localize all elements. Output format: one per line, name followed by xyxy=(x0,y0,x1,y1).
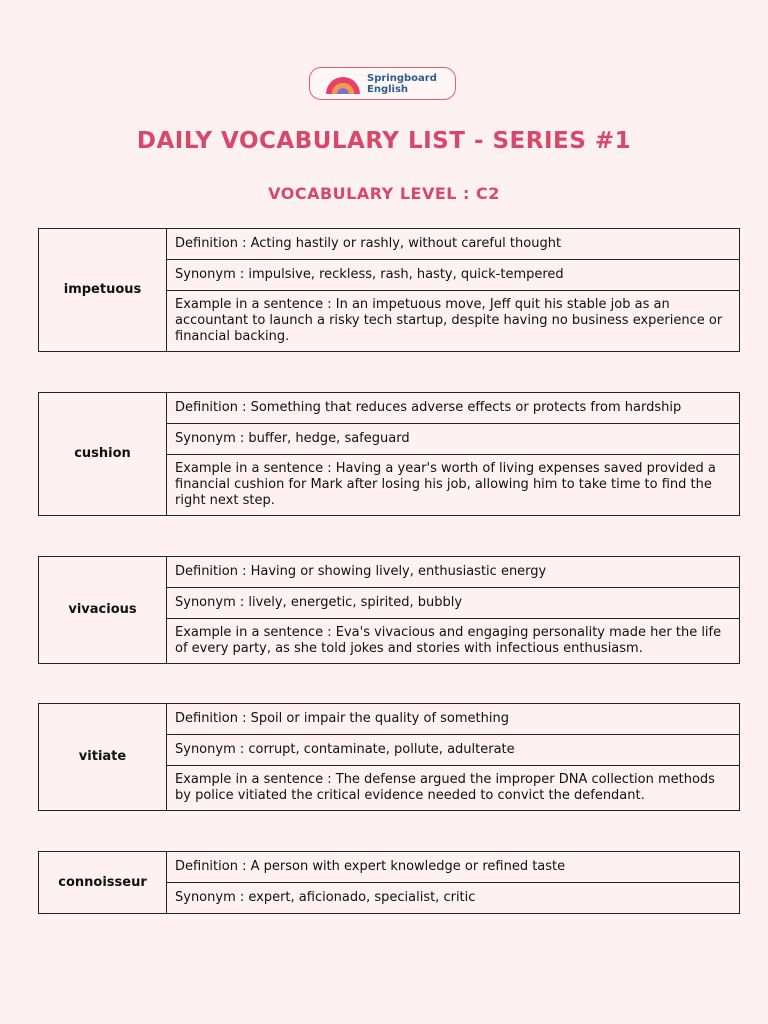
page-title: DAILY VOCABULARY LIST - SERIES #1 xyxy=(136,128,632,154)
vocab-word: cushion xyxy=(39,393,167,516)
vocab-synonym: Synonym : corrupt, contaminate, pollute, adulterate xyxy=(167,735,740,766)
vocab-card-connoisseur xyxy=(38,851,740,914)
vocab-definition: Definition : Having or showing lively, enthusiastic energy xyxy=(167,557,740,588)
brand-name-line1: Springboard xyxy=(367,73,437,84)
vocab-example: Example in a sentence : Having a year's worth of living expenses saved provided a financial cushion for Mark after losing his job, allowing him to take time to find the right next step. xyxy=(167,455,740,516)
vocab-synonym: Synonym : expert, aficionado, specialist, critic xyxy=(167,883,740,914)
vocab-definition: Definition : Spoil or impair the quality of something xyxy=(167,704,740,735)
vocab-definition: Definition : A person with expert knowledge or refined taste xyxy=(167,852,740,883)
vocab-card-vivacious xyxy=(38,556,740,664)
brand-logo xyxy=(309,67,456,100)
vocab-word: connoisseur xyxy=(39,852,167,914)
brand-name xyxy=(367,74,437,95)
rainbow-logo-icon xyxy=(324,73,362,95)
vocab-example: Example in a sentence : In an impetuous move, Jeff quit his stable job as an accountant to launch a risky tech startup, despite having no business experience or financial backing. xyxy=(167,291,740,352)
vocab-word: vivacious xyxy=(39,557,167,664)
vocab-card-impetuous xyxy=(38,228,740,352)
brand-name-line2: English xyxy=(367,83,409,95)
vocab-definition: Definition : Something that reduces adverse effects or protects from hardship xyxy=(167,393,740,424)
vocab-synonym: Synonym : lively, energetic, spirited, bubbly xyxy=(167,588,740,619)
vocab-card-cushion xyxy=(38,392,740,516)
vocab-word: impetuous xyxy=(39,229,167,352)
vocab-synonym: Synonym : impulsive, reckless, rash, hasty, quick-tempered xyxy=(167,260,740,291)
vocab-word: vitiate xyxy=(39,704,167,811)
vocab-card-vitiate xyxy=(38,703,740,811)
vocab-example: Example in a sentence : The defense argued the improper DNA collection methods by police vitiated the critical evidence needed to convict the defendant. xyxy=(167,766,740,811)
vocabulary-level: VOCABULARY LEVEL : C2 xyxy=(268,184,500,203)
vocab-definition: Definition : Acting hastily or rashly, without careful thought xyxy=(167,229,740,260)
vocab-example: Example in a sentence : Eva's vivacious and engaging personality made her the life of every party, as she told jokes and stories with infectious enthusiasm. xyxy=(167,619,740,664)
vocab-synonym: Synonym : buffer, hedge, safeguard xyxy=(167,424,740,455)
